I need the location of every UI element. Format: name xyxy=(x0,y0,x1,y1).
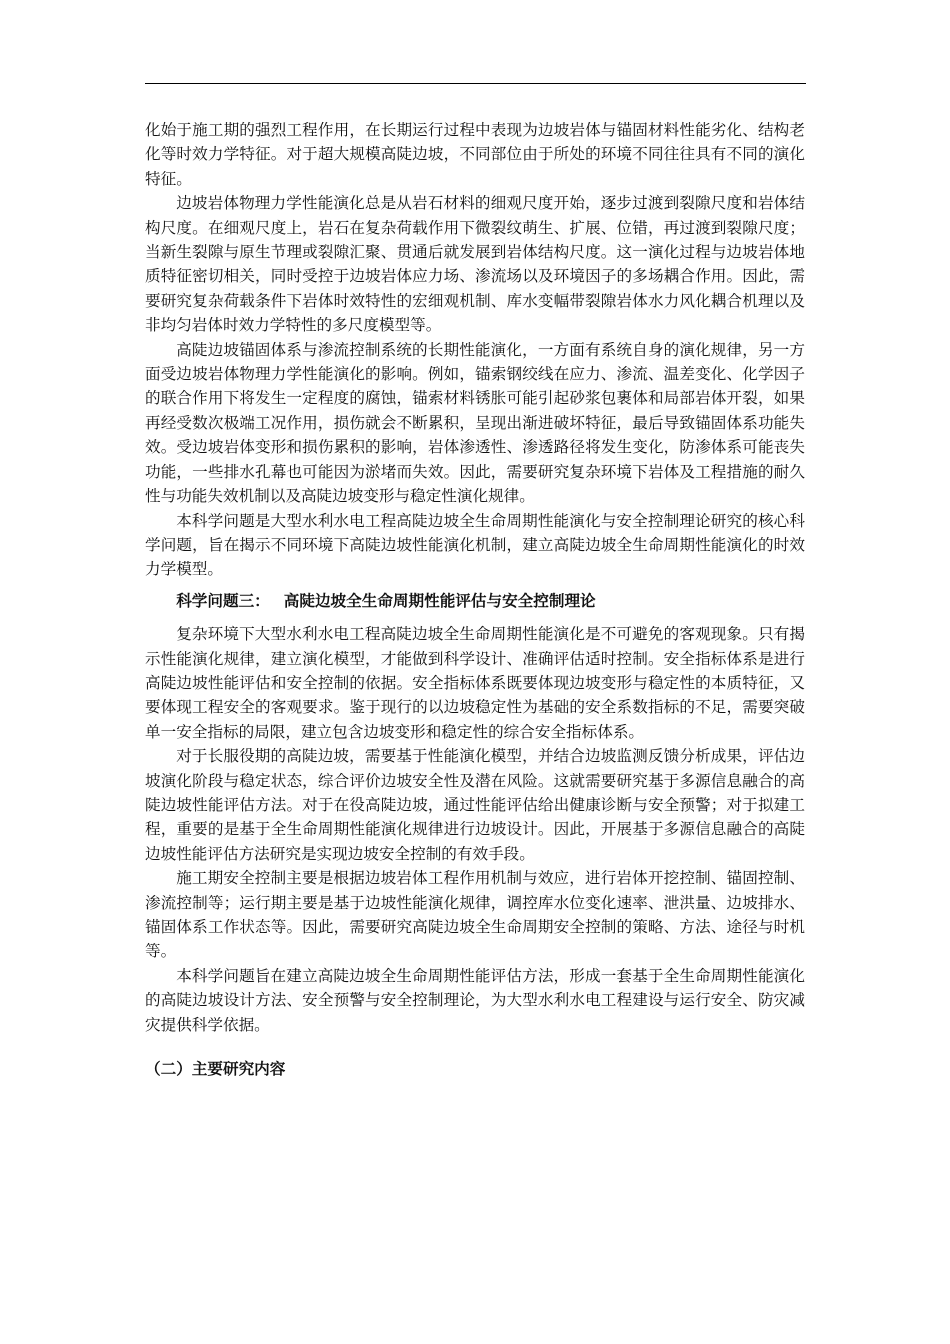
paragraph: 高陡边坡锚固体系与渗流控制系统的长期性能演化，一方面有系统自身的演化规律，另一方面受边坡岩体物理力学性能演化的影响。例如，锚索钢绞线在应力、渗流、温差变化、化学因子的联合作用下将发生一定程度的腐蚀，锚索材料锈胀可能引起砂浆包裹体和局部岩体开裂，如果再经受数次极端工况作用，损伤就会不断累积，呈现出渐进破坏特征，最后导致锚固体系功能失效。受边坡岩体变形和损伤累积的影响，岩体渗透性、渗透路径将发生变化，防渗体系可能丧失功能，一些排水孔幕也可能因为淤堵而失效。因此，需要研究复杂环境下岩体及工程措施的耐久性与功能失效机制以及高陡边坡变形与稳定性演化规律。 xyxy=(145,340,805,506)
header-rule xyxy=(145,83,806,84)
body-text xyxy=(145,118,805,1081)
paragraph: 复杂环境下大型水利水电工程高陡边坡全生命周期性能演化是不可避免的客观现象。只有揭示性能演化规律，建立演化模型，才能做到科学设计、准确评估适时控制。安全指标体系是进行高陡边坡性能评估和安全控制的依据。安全指标体系既要体现边坡变形与稳定性的本质特征，又要体现工程安全的客观要求。鉴于现行的以边坡稳定性为基础的安全系数指标的不足，需要突破单一安全指标的局限，建立包含边坡变形和稳定性的综合安全指标体系。 xyxy=(145,625,805,741)
paragraph: 本科学问题旨在建立高陡边坡全生命周期性能评估方法，形成一套基于全生命周期性能演化的高陡边坡设计方法、安全预警与安全控制理论，为大型水利水电工程建设与运行安全、防灾减灾提供科学依据。 xyxy=(145,966,805,1034)
paragraph: 施工期安全控制主要是根据边坡岩体工程作用机制与效应，进行岩体开挖控制、锚固控制、渗流控制等；运行期主要是基于边坡性能演化规律，调控库水位变化速率、泄洪量、边坡排水、锚固体系工作状态等。因此，需要研究高陡边坡全生命周期安全控制的策略、方法、途径与时机等。 xyxy=(145,869,805,961)
paragraph: 本科学问题是大型水利水电工程高陡边坡全生命周期性能演化与安全控制理论研究的核心科学问题，旨在揭示不同环境下高陡边坡性能演化机制，建立高陡边坡全生命周期性能演化的时效力学模型。 xyxy=(145,511,805,579)
question-heading xyxy=(145,589,805,613)
question-title: 高陡边坡全生命周期性能评估与安全控制理论 xyxy=(283,591,596,610)
paragraph: 化始于施工期的强烈工程作用，在长期运行过程中表现为边坡岩体与锚固材料性能劣化、结构老化等时效力学特征。对于超大规模高陡边坡，不同部位由于所处的环境不同往往具有不同的演化特征。 xyxy=(145,121,805,188)
paragraph: 对于长服役期的高陡边坡，需要基于性能演化模型，并结合边坡监测反馈分析成果，评估边坡演化阶段与稳定状态，综合评价边坡安全性及潜在风险。这就需要研究基于多源信息融合的高陡边坡性能评估方法。对于在役高陡边坡，通过性能评估给出健康诊断与安全预警；对于拟建工程，重要的是基于全生命周期性能演化规律进行边坡设计。因此，开展基于多源信息融合的高陡边坡性能评估方法研究是实现边坡安全控制的有效手段。 xyxy=(145,747,805,863)
paragraph: 边坡岩体物理力学性能演化总是从岩石材料的细观尺度开始，逐步过渡到裂隙尺度和岩体结构尺度。在细观尺度上，岩石在复杂荷载作用下微裂纹萌生、扩展、位错，再过渡到裂隙尺度；当新生裂隙与原生节理或裂隙汇聚、贯通后就发展到岩体结构尺度。这一演化过程与边坡岩体地质特征密切相关，同时受控于边坡岩体应力场、渗流场以及环境因子的多场耦合作用。因此，需要研究复杂荷载条件下岩体时效特性的宏细观机制、库水变幅带裂隙岩体水力风化耦合机理以及非均匀岩体时效力学特性的多尺度模型等。 xyxy=(145,194,805,335)
section-heading: （二）主要研究内容 xyxy=(145,1060,286,1079)
question-label: 科学问题三： xyxy=(176,591,270,610)
